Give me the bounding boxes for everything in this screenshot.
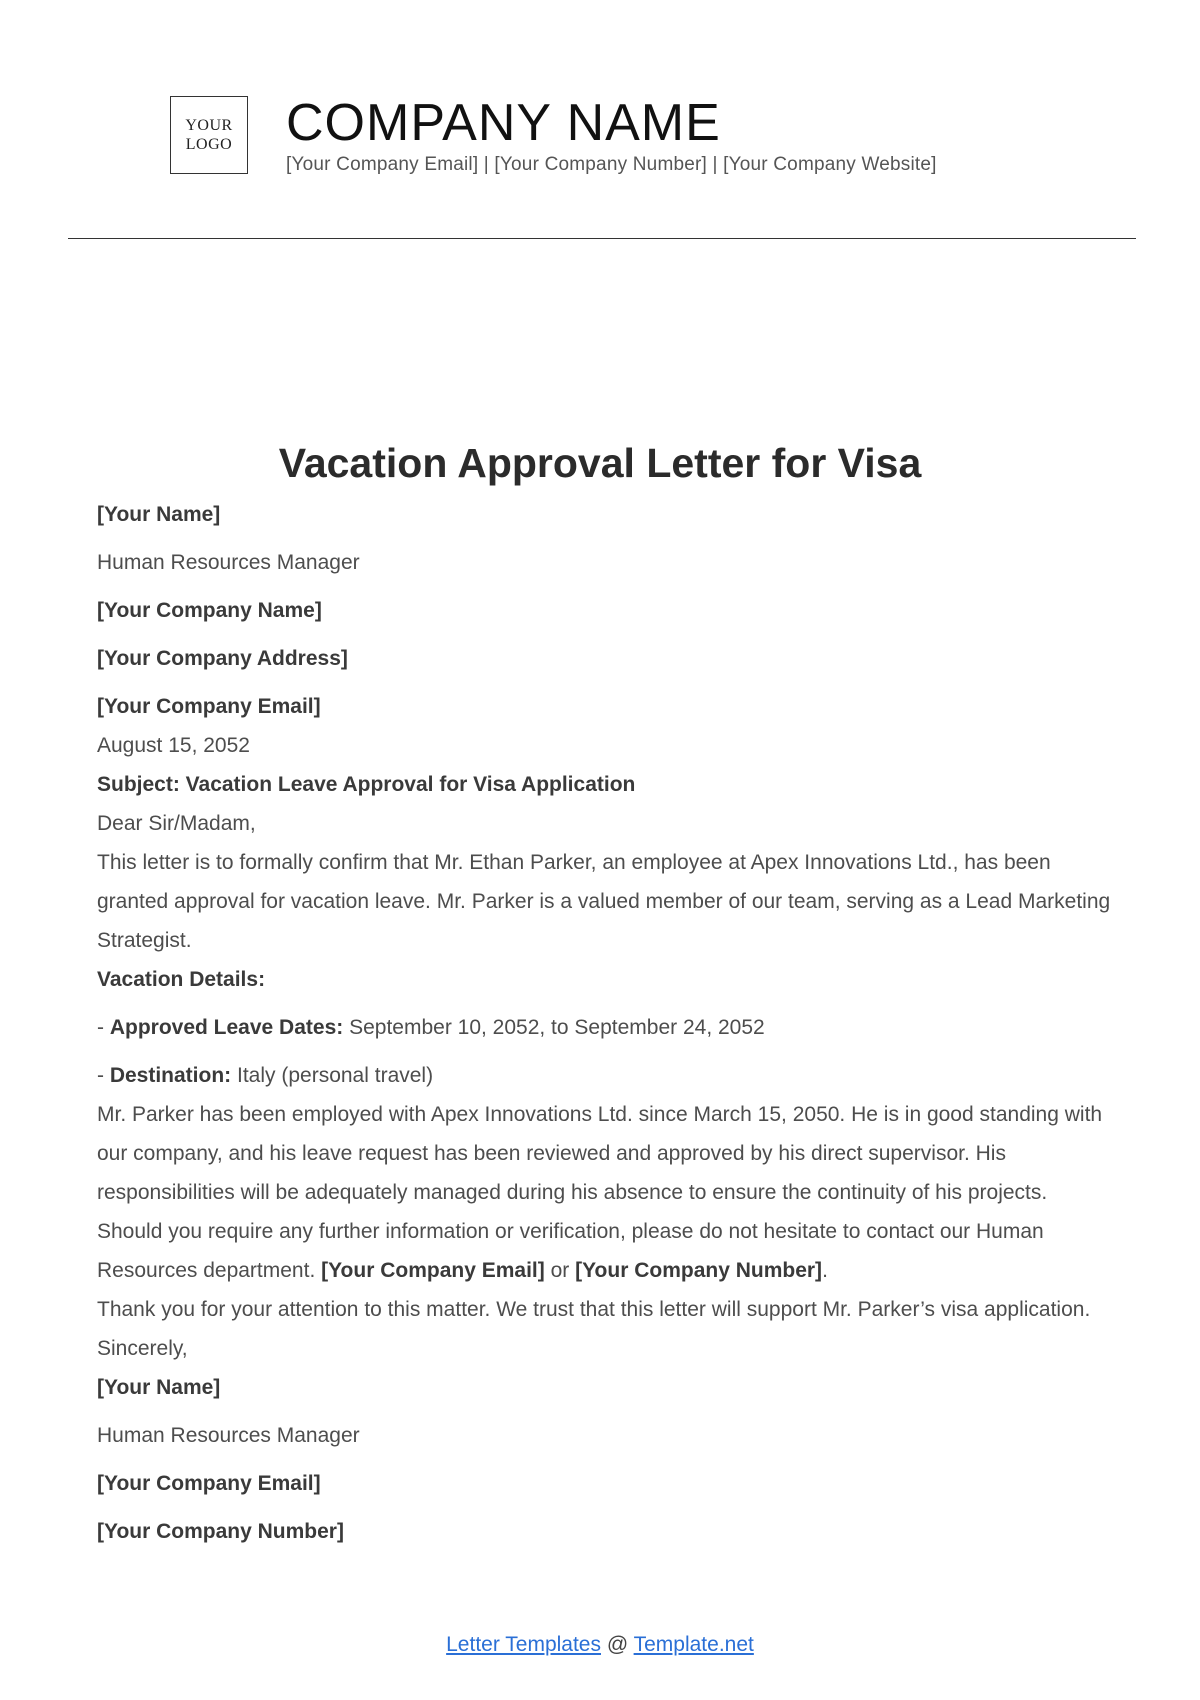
logo-line-1: YOUR (185, 117, 233, 134)
sender-company-name: [Your Company Name] (97, 599, 322, 622)
letter-templates-link[interactable]: Letter Templates (446, 1633, 601, 1656)
sender-company-email: [Your Company Email] (97, 695, 321, 718)
leave-dates-line (97, 1008, 1117, 1047)
contact-email: [Your Company Email] (321, 1259, 545, 1282)
sender-position: Human Resources Manager (97, 551, 360, 574)
letter-date: August 15, 2052 (97, 734, 250, 757)
destination-value: Italy (personal travel) (231, 1064, 434, 1087)
paragraph-thanks: Thank you for your attention to this matter. We trust that this letter will support Mr. Parker’s visa application. (97, 1298, 1091, 1321)
template-net-link[interactable]: Template.net (633, 1633, 754, 1656)
header-divider (68, 238, 1136, 239)
leave-dates-label: Approved Leave Dates: (109, 1016, 344, 1039)
leave-dates-prefix: - (97, 1016, 110, 1039)
paragraph-confirmation: This letter is to formally confirm that Mr. Ethan Parker, an employee at Apex Innovations Ltd., has been granted approval for vacation leave. Mr. Parker is a valued member of our team, serving as a Lead Marketing Strategist. (97, 851, 1111, 952)
company-contacts: [Your Company Email] | [Your Company Number] | [Your Company Website] (286, 154, 937, 175)
contact-or: or (544, 1259, 576, 1282)
signature-position: Human Resources Manager (97, 1424, 360, 1447)
company-name: COMPANY NAME (286, 94, 721, 152)
leave-dates-value: September 10, 2052, to September 24, 2052 (343, 1016, 765, 1039)
destination-line (97, 1056, 1117, 1095)
paragraph-contact (97, 1212, 1117, 1290)
company-block (286, 94, 937, 176)
contact-text: Should you require any further information or verification, please do not hesitate to contact our Human Resources department. (97, 1220, 1044, 1282)
letter-subject: Subject: Vacation Leave Approval for Visa Application (97, 773, 636, 796)
contact-number: [Your Company Number] (575, 1259, 823, 1282)
vacation-details-heading: Vacation Details: (97, 968, 266, 991)
paragraph-employment: Mr. Parker has been employed with Apex Innovations Ltd. since March 15, 2050. He is in good standing with our company, and his leave request has been reviewed and approved by his direct supervisor. His responsibilities will be adequately managed during his absence to ensure the continuity of his projects. (97, 1103, 1103, 1204)
destination-prefix: - (97, 1064, 110, 1087)
signature-email: [Your Company Email] (97, 1472, 321, 1495)
logo-line-2: LOGO (185, 136, 233, 153)
footer (0, 1633, 1200, 1657)
sender-name: [Your Name] (97, 503, 221, 526)
destination-label: Destination: (109, 1064, 232, 1087)
letter-title: Vacation Approval Letter for Visa (278, 440, 922, 486)
letterhead (170, 96, 937, 176)
closing: Sincerely, (97, 1337, 188, 1360)
logo-placeholder (170, 96, 248, 174)
contact-end: . (822, 1259, 828, 1282)
signature-name: [Your Name] (97, 1376, 221, 1399)
footer-separator: @ (601, 1633, 634, 1656)
salutation: Dear Sir/Madam, (97, 812, 256, 835)
sender-company-address: [Your Company Address] (97, 647, 348, 670)
letter-body (97, 495, 1117, 1551)
signature-number: [Your Company Number] (97, 1520, 344, 1543)
